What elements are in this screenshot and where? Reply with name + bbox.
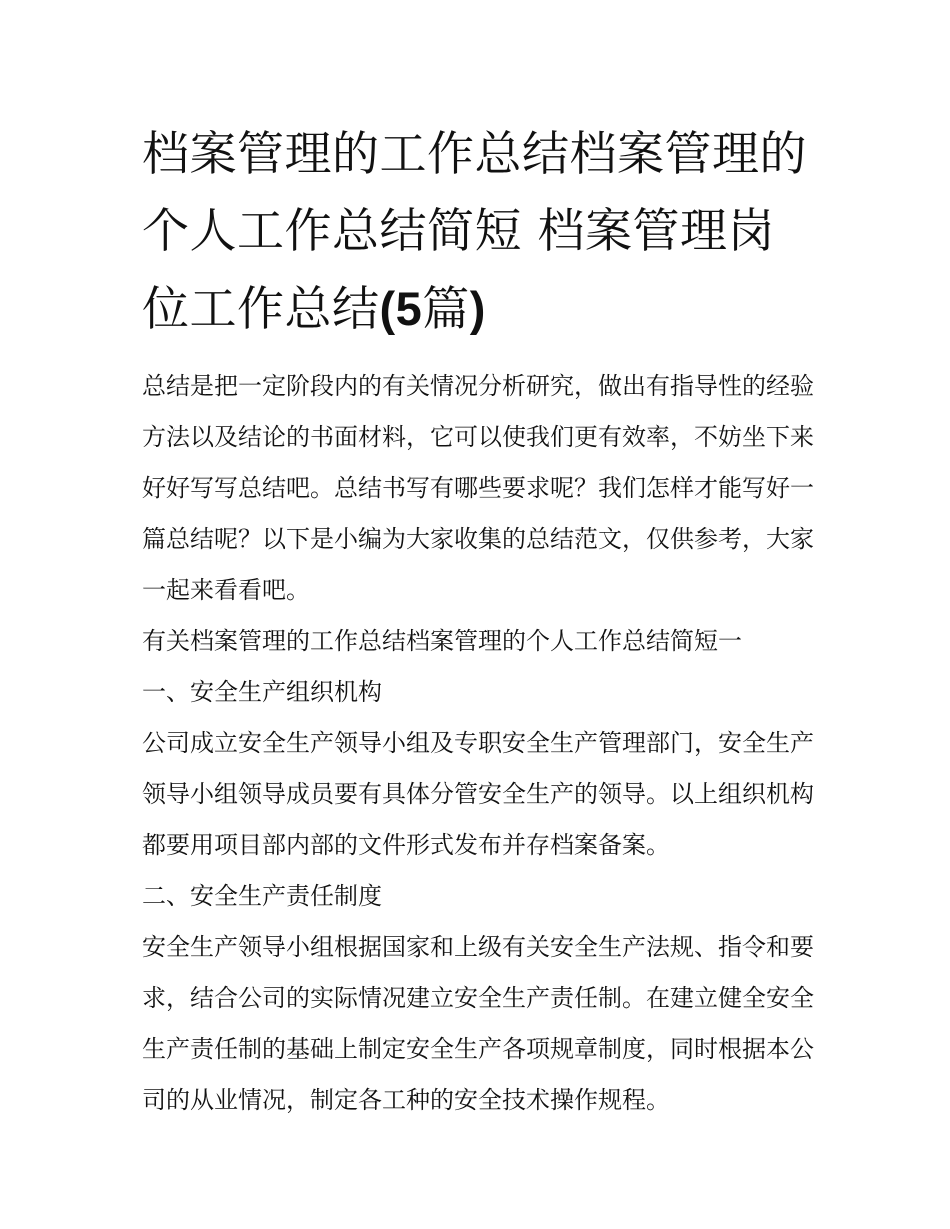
title-text: 档案管理的工作总结档案管理的个人工作总结简短 档案管理岗位工作总结 — [142, 127, 807, 337]
title-count: (5 — [379, 282, 423, 335]
paragraph-organization: 公司成立安全生产领导小组及专职安全生产管理部门，安全生产领导小组领导成员要有具体分管安全生产的领导。以上组织机构都要用项目部内部的文件形式发布并存档案备案。 — [142, 729, 814, 859]
title-close-paren: ) — [469, 282, 486, 335]
intro-paragraph: 总结是把一定阶段内的有关情况分析研究，做出有指导性的经验方法以及结论的书面材料，它可以使我们更有效率，不妨坐下来好好写写总结吧。总结书写有哪些要求呢？我们怎样才能写好一篇总结呢？以下是小编为大家收集的总结范文，仅供参考，大家一起来看看吧。 — [142, 372, 814, 604]
section-heading: 有关档案管理的工作总结档案管理的个人工作总结简短一 — [142, 627, 742, 655]
subheading-organization: 一、安全生产组织机构 — [142, 678, 382, 706]
paragraph-responsibility: 安全生产领导小组根据国家和上级有关安全生产法规、指令和要求，结合公司的实际情况建立安全生产责任制。在建立健全安全生产责任制的基础上制定安全生产各项规章制度，同时根据本公司的从业情况，制定各工种的安全技术操作规程。 — [142, 933, 814, 1114]
subheading-responsibility: 二、安全生产责任制度 — [142, 882, 382, 910]
document-title — [142, 116, 814, 348]
document-content — [142, 116, 814, 1126]
title-unit: 篇 — [422, 282, 470, 337]
